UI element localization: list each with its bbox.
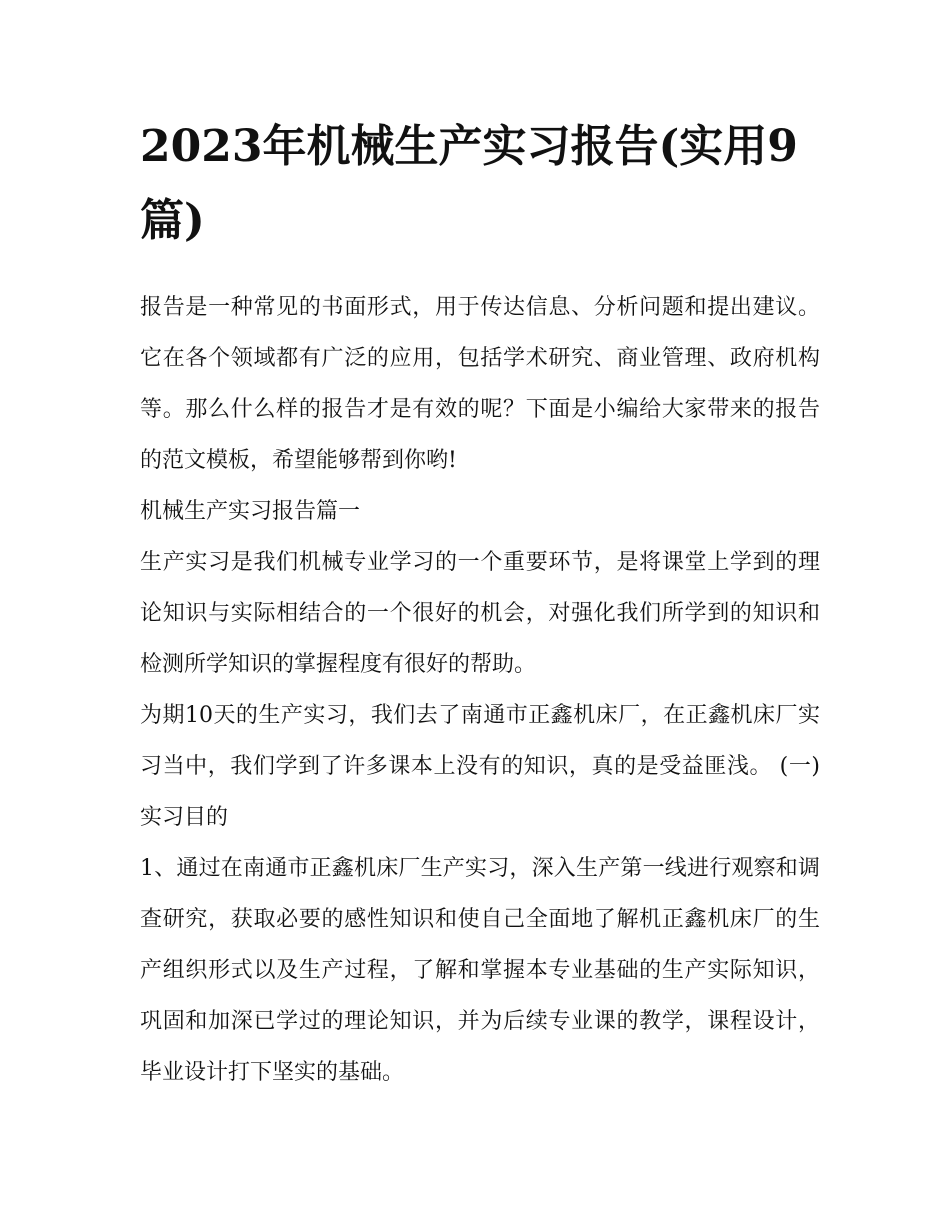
section-heading: 机械生产实习报告篇一 (140, 499, 361, 524)
document-page (140, 110, 820, 1098)
document-title: 2023年机械生产实习报告(实用9篇) (140, 121, 798, 246)
body-paragraph-2: 为期10天的生产实习，我们去了南通市正鑫机床厂，在正鑫机床厂实习当中，我们学到了许多课本上没有的知识，真的是受益匪浅。 (一)实习目的 (140, 703, 820, 830)
intro-paragraph: 报告是一种常见的书面形式，用于传达信息、分析问题和提出建议。它在各个领域都有广泛的应用，包括学术研究、商业管理、政府机构等。那么什么样的报告才是有效的呢？下面是小编给大家带来的报告的范文模板，希望能够帮到你哟! (140, 295, 820, 473)
body-paragraph-1: 生产实习是我们机械专业学习的一个重要环节，是将课堂上学到的理论知识与实际相结合的一个很好的机会，对强化我们所学到的知识和检测所学知识的掌握程度有很好的帮助。 (140, 550, 820, 677)
body-paragraph-3: 1、通过在南通市正鑫机床厂生产实习，深入生产第一线进行观察和调查研究，获取必要的感性知识和使自己全面地了解机正鑫机床厂的生产组织形式以及生产过程，了解和掌握本专业基础的生产实际知识，巩固和加深已学过的理论知识，并为后续专业课的教学，课程设计，毕业设计打下坚实的基础。 (140, 856, 820, 1085)
